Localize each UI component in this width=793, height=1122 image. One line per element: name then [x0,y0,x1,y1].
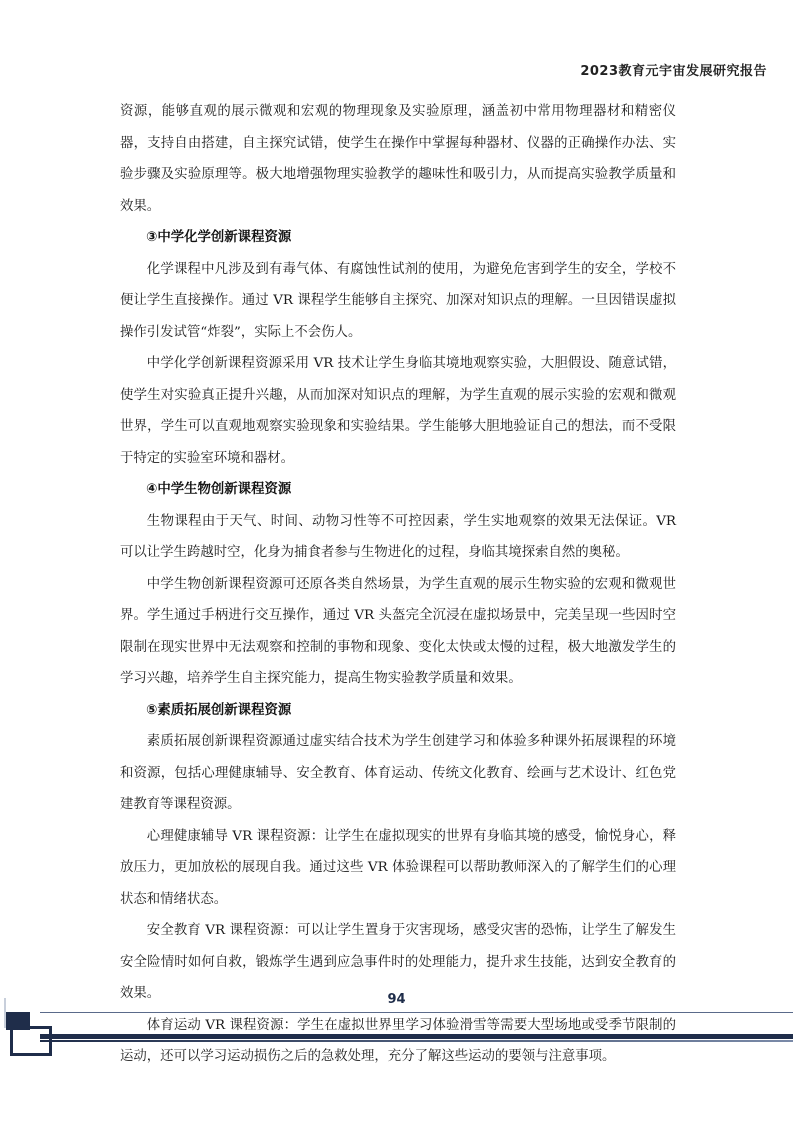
paragraph-safety-education-vr: 安全教育 VR 课程资源：可以让学生置身于灾害现场，感受灾害的恐怖，让学生了解发生安全险情时如何自救，锻炼学生遇到应急事件时的处理能力，提升求生技能，达到安全教育的效果。 [120,923,676,1001]
paragraph-physics-continued: 资源，能够直观的展示微观和宏观的物理现象及实验原理，涵盖初中常用物理器材和精密仪器，支持自由搭建，自主探究试错，使学生在操作中掌握每种器材、仪器的正确操作办法、实验步骤及实验原理等。极大地增强物理实验教学的趣味性和吸引力，从而提高实验教学质量和效果。 [120,104,676,214]
paragraph-mental-health-vr: 心理健康辅导 VR 课程资源：让学生在虚拟现实的世界有身临其境的感受，愉悦身心，释放压力，更加放松的展现自我。通过这些 VR 体验课程可以帮助教师深入的了解学生们的心理状态和情绪状态。 [120,828,676,907]
page-number: 94 [387,992,406,1007]
paragraph-quality-expansion: 素质拓展创新课程资源通过虚实结合技术为学生创建学习和体验多种课外拓展课程的环境和资源，包括心理健康辅导、安全教育、体育运动、传统文化教育、绘画与艺术设计、红色党建教育等课程资源。 [120,734,676,812]
heading-chemistry-resources: ③中学化学创新课程资源 [146,230,292,245]
footer-thick-rule [40,1034,793,1039]
paragraph-biology-limits: 生物课程由于天气、时间、动物习性等不可控因素，学生实地观察的效果无法保证。VR 可以让学生跨越时空，化身为捕食者参与生物进化的过程，身临其境探索自然的奥秘。 [120,513,676,560]
paragraph-chemistry-vr: 中学化学创新课程资源采用 VR 技术让学生身临其境地观察实验，大胆假设、随意试错，使学生对实验真正提升兴趣，从而加深对知识点的理解，为学生直观的展示实验的宏观和微观世界，学生可以直观地观察实验现象和实验结果。学生能够大胆地验证自己的想法，而不受限于特定的实验室环境和器材。 [120,356,676,466]
paragraph-sports-vr: 体育运动 VR 课程资源：学生在虚拟世界里学习体验滑雪等需要大型场地或受季节限制的运动，还可以学习运动损伤之后的急救处理，充分了解这些运动的要领与注意事项。 [120,1017,676,1064]
paragraph-chemistry-safety: 化学课程中凡涉及到有毒气体、有腐蚀性试剂的使用，为避免危害到学生的安全，学校不便让学生直接操作。通过 VR 课程学生能够自主探究、加深对知识点的理解。一旦因错误虚拟操作引发试管“炸裂”，实际上不会伤人。 [120,261,676,340]
page-footer [0,990,793,1060]
running-header-title: 2023教育元宇宙发展研究报告 [580,64,767,79]
footer-gradient-rule [40,1040,793,1042]
heading-quality-expansion-resources: ⑤素质拓展创新课程资源 [146,702,292,718]
heading-biology-resources: ④中学生物创新课程资源 [146,482,292,497]
footer-thin-rule [40,1012,793,1013]
paragraph-biology-vr: 中学生物创新课程资源可还原各类自然场景，为学生直观的展示生物实验的宏观和微观世界。学生通过手柄进行交互操作，通过 VR 头盔完全沉浸在虚拟场景中，完美呈现一些因时空限制在现实世界中无法观察和控制的事物和现象、变化太快或太慢的过程，极大地激发学生的学习兴趣，培养学生自主探究能力，提高生物实验教学质量和效果。 [120,576,676,686]
document-body [120,96,676,1073]
